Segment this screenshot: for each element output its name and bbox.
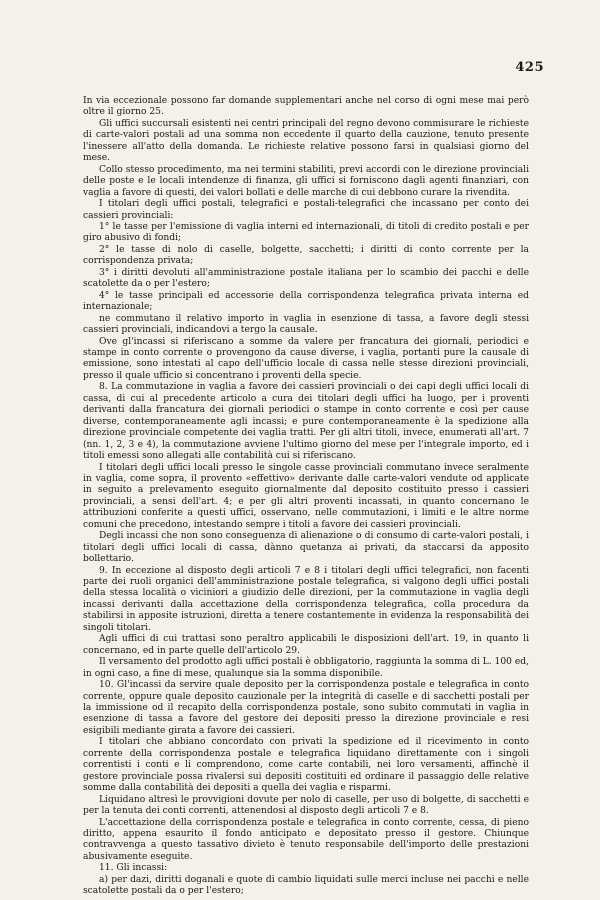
paragraph: 3° i diritti devoluti all'amministrazione postale italiana per lo scambio dei pacchi e delle scatolette da o per l'estero;	[83, 267, 529, 290]
paragraph: Ove gl'incassi si riferiscano a somme da valere per francatura dei giornali, periodici e stampe in conto corrente o provengono da cause diverse, i vaglia, portanti pure la causale di emissione, sono intestati al capo dell'ufficio locale di cassa nelle stesse direzioni provinciali, presso il quale ufficio si concentrano i proventi della specie.	[83, 336, 529, 381]
document-body	[83, 96, 529, 898]
page-number: 425	[515, 60, 544, 75]
paragraph: Degli incassi che non sono conseguenza di alienazione o di consumo di carte-valori postali, i titolari degli uffici locali di cassa, dànno quetanza ai privati, da staccarsi da apposito bollettario.	[83, 531, 529, 565]
paragraph: 2° le tasse di nolo di caselle, bolgette, sacchetti; i diritti di conto corrente per la corrispondenza privata;	[83, 244, 529, 267]
paragraph: I titolari che abbiano concordato con privati la spedizione ed il ricevimento in conto corrente della corrispondenza postale e telegrafica liquidano direttamente con i singoli correntisti i conti e li comprendono, come carte contabili, nei loro versamenti, affinchè il gestore provinciale possa rivalersi sui depositi costituiti ed ordinare il passaggio delle relative somme dalla contabilità dei depositi a quella dei vaglia e risparmi.	[83, 737, 529, 794]
paragraph: Il versamento del prodotto agli uffici postali è obbligatorio, raggiunta la somma di L. 100 ed, in ogni caso, a fine di mese, qualunque sia la somma disponibile.	[83, 657, 529, 679]
paragraph: a) per dazi, diritti doganali e quote di cambio liquidati sulle merci incluse nei pacchi e nelle scatolette postali da o per l'estero;	[83, 874, 529, 897]
paragraph: Gli uffici succursali esistenti nei centri principali del regno devono commisurare le richieste di carte-valori postali ad una somma non eccedente il quarto della cauzione, tenuto presente l'inessere all'atto della domanda. Le richieste relative possono farsi in qualsiasi giorno del mese.	[83, 118, 529, 164]
paragraph: 10. Gl'incassi da servire quale deposito per la corrispondenza postale e telegrafica in conto corrente, oppure quale deposito cauzionale per la integrità di caselle e di sacchetti postali per la immissione od il recapito della corrispondenza postale, sono subito commutati in vaglia in esenzione di tassa a favore del gestore dei depositi presso la direzione provinciale e resi esigibili mediante girata a favore dei cassieri.	[83, 680, 529, 736]
paragraph: 9. In eccezione al disposto degli articoli 7 e 8 i titolari degli uffici telegrafici, non facenti parte dei ruoli organici dell'amministrazione postale telegrafica, si valgono degli uffici postali della stessa località o viciniori a giudizio delle direzioni, per la commutazione in vaglia degli incassi derivanti dalla accettazione della corrispondenza telegrafica, colla procedura da stabilirsi in apposite istruzioni, diretta a tenere costantemente in evidenza la responsabilità dei singoli titolari.	[83, 565, 529, 633]
paragraph: L'accettazione della corrispondenza postale e telegrafica in conto corrente, cessa, di pieno diritto, appena esaurito il fondo anticipato e depositato presso il gestore. Chiunque contravvenga a questo tassativo divieto è tenuto responsabile dell'importo delle prestazioni abusivamente eseguite.	[83, 817, 529, 862]
paragraph: Agli uffici di cui trattasi sono peraltro applicabili le disposizioni dell'art. 19, in quanto li concernano, ed in parte quelle dell'articolo 29.	[83, 634, 529, 656]
paragraph: 4° le tasse principali ed accessorie della corrispondenza telegrafica privata interna ed internazionale;	[83, 290, 529, 313]
paragraph: 1° le tasse per l'emissione di vaglia interni ed internazionali, di titoli di credito postali e per giro abusivo di fondi;	[83, 221, 529, 244]
paragraph: ne commutano il relativo importo in vaglia in esenzione di tassa, a favore degli stessi cassieri provinciali, indicandovi a tergo la causale.	[83, 313, 529, 336]
paragraph: Liquidano altresì le provvigioni dovute per nolo di caselle, per uso di bolgette, di sacchetti e per la tenuta dei conti correnti, attenendosi al disposto degli articoli 7 e 8.	[83, 794, 529, 817]
paragraph: 8. La commutazione in vaglia a favore dei cassieri provinciali o dei capi degli uffici locali di cassa, di cui al precedente articolo a cura dei titolari degli uffici ha luogo, per i proventi derivanti dalla francatura dei giornali periodici o stampe in conto corrente e così per cause diverse, contemporaneamente agli incassi; e pure contemporaneamente è la spedizione alla direzione provinciale competente dei vaglia tratti. Per gli altri titoli, invece, enumerati all'art. 7 (nn. 1, 2, 3 e 4), la commutazione avviene l'ultimo giorno del mese per l'integrale importo, ed i titoli emessi sono allegati alle contabilità cui si riferiscano.	[83, 382, 529, 462]
paragraph: Collo stesso procedimento, ma nei termini stabiliti, previ accordi con le direzione provinciali delle poste e le locali intendenze di finanza, gli uffici si forniscono dagli agenti finanziari, con vaglia a favore di questi, dei valori bollati e delle marche di cui debbono curare la rivendita.	[83, 164, 529, 198]
paragraph: I titolari degli uffici postali, telegrafici e postali-telegrafici che incassano per conto dei cassieri provinciali:	[83, 199, 529, 221]
paragraph: 11. Gli incassi:	[99, 863, 168, 874]
paragraph: I titolari degli uffici locali presso le singole casse provinciali commutano invece seralmente in vaglia, come sopra, il provento «effettivo» derivante dalle carte-valori vendute od applicate in seguito a prelevamento eseguito giornalmente dal deposito costituito presso i cassieri provinciali, a sensi dell'art. 4; e per gli altri proventi incassati, in quanto concernano le attribuzioni conferite a questi uffici, osservano, nelle commutazioni, i limiti e le altre norme comuni che precedono, intestando sempre i titoli a favore dei cassieri provinciali.	[83, 462, 529, 530]
paragraph: In via eccezionale possono far domande supplementari anche nel corso di ogni mese mai però oltre il giorno 25.	[83, 96, 529, 118]
